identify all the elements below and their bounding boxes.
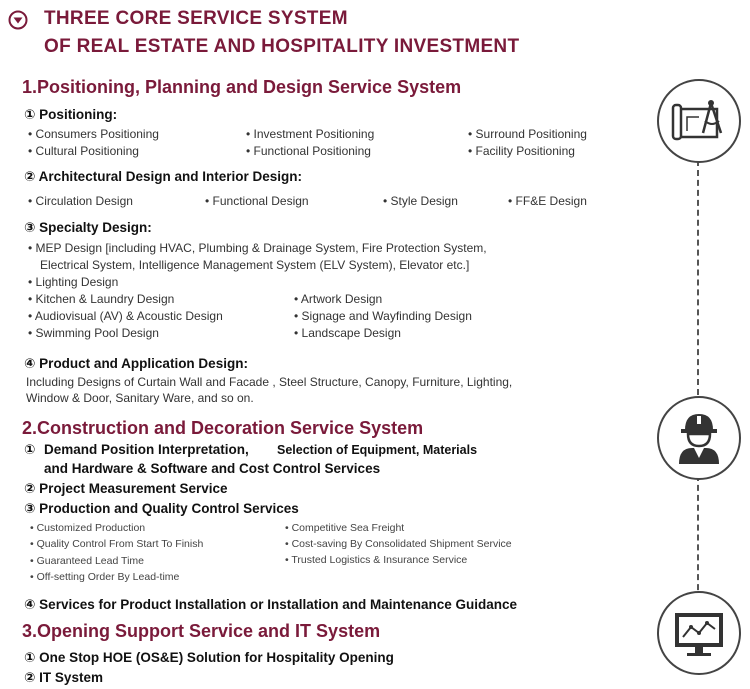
it-system-item: ② IT System <box>24 670 103 685</box>
list-item: • Lighting Design <box>28 275 119 289</box>
timeline-connector <box>697 160 699 395</box>
installation-item: ④ Services for Product Installation or Installation and Maintenance Guidance <box>24 597 518 612</box>
section3-title: 3.Opening Support Service and IT System <box>22 621 381 641</box>
list-item: • Off-setting Order By Lead-time <box>30 571 180 583</box>
list-item: • Functional Design <box>205 194 309 208</box>
page-title-line2: OF REAL ESTATE AND HOSPITALITY INVESTMENT <box>44 36 520 57</box>
product-heading: ④ Product and Application Design: <box>24 356 248 371</box>
list-item: • Style Design <box>383 194 458 208</box>
demand-item-number: ① <box>24 442 36 457</box>
list-item: • Competitive Sea Freight <box>285 522 405 534</box>
list-item: • MEP Design [including HVAC, Plumbing & Drainage System, Fire Protection System, <box>28 241 487 255</box>
list-item: • Audiovisual (AV) & Acoustic Design <box>28 309 223 323</box>
page-title-line1: THREE CORE SERVICE SYSTEM <box>44 8 348 29</box>
hoe-item: ① One Stop HOE (OS&E) Solution for Hospitality Opening <box>24 650 394 665</box>
list-item: • FF&E Design <box>508 194 587 208</box>
header-circle-icon <box>8 10 28 35</box>
list-item: • Guaranteed Lead Time <box>30 555 144 567</box>
positioning-heading: ① Positioning: <box>24 107 118 122</box>
list-item: • Facility Positioning <box>468 144 575 158</box>
list-item: • Kitchen & Laundry Design <box>28 292 175 306</box>
section2-title: 2.Construction and Decoration Service System <box>22 418 424 438</box>
list-item: • Artwork Design <box>294 292 383 306</box>
product-desc-line1: Including Designs of Curtain Wall and Facade , Steel Structure, Canopy, Furniture, Lighting, <box>26 375 513 389</box>
demand-item-b: Selection of Equipment, Materials <box>277 443 478 457</box>
monitor-chart-icon <box>657 591 741 675</box>
demand-item-a: Demand Position Interpretation, <box>44 442 249 457</box>
list-item: • Consumers Positioning <box>28 127 159 141</box>
list-item: • Quality Control From Start To Finish <box>30 538 204 550</box>
production-item: ③ Production and Quality Control Services <box>24 501 299 516</box>
timeline-connector <box>697 475 699 600</box>
list-item: • Surround Positioning <box>468 127 587 141</box>
specialty-heading: ③ Specialty Design: <box>24 220 152 235</box>
measurement-item: ② Project Measurement Service <box>24 481 228 496</box>
list-item: • Cultural Positioning <box>28 144 139 158</box>
list-item: • Customized Production <box>30 522 146 534</box>
list-item: • Swimming Pool Design <box>28 326 159 340</box>
blueprint-compass-icon <box>657 79 741 163</box>
list-item: • Landscape Design <box>294 326 401 340</box>
demand-item-c: and Hardware & Software and Cost Control Services <box>44 461 381 476</box>
list-item: • Signage and Wayfinding Design <box>294 309 472 323</box>
list-item-continuation: Electrical System, Intelligence Management System (ELV System), Elevator etc.] <box>40 258 470 272</box>
worker-helmet-icon <box>657 396 741 480</box>
list-item: • Investment Positioning <box>246 127 375 141</box>
list-item: • Cost-saving By Consolidated Shipment Service <box>285 538 512 550</box>
product-desc-line2: Window & Door, Sanitary Ware, and so on. <box>26 391 254 405</box>
list-item: • Circulation Design <box>28 194 133 208</box>
section1-title: 1.Positioning, Planning and Design Service System <box>22 77 462 97</box>
list-item: • Functional Positioning <box>246 144 371 158</box>
list-item: • Trusted Logistics & Insurance Service <box>285 554 468 566</box>
architectural-heading: ② Architectural Design and Interior Design: <box>24 169 302 184</box>
